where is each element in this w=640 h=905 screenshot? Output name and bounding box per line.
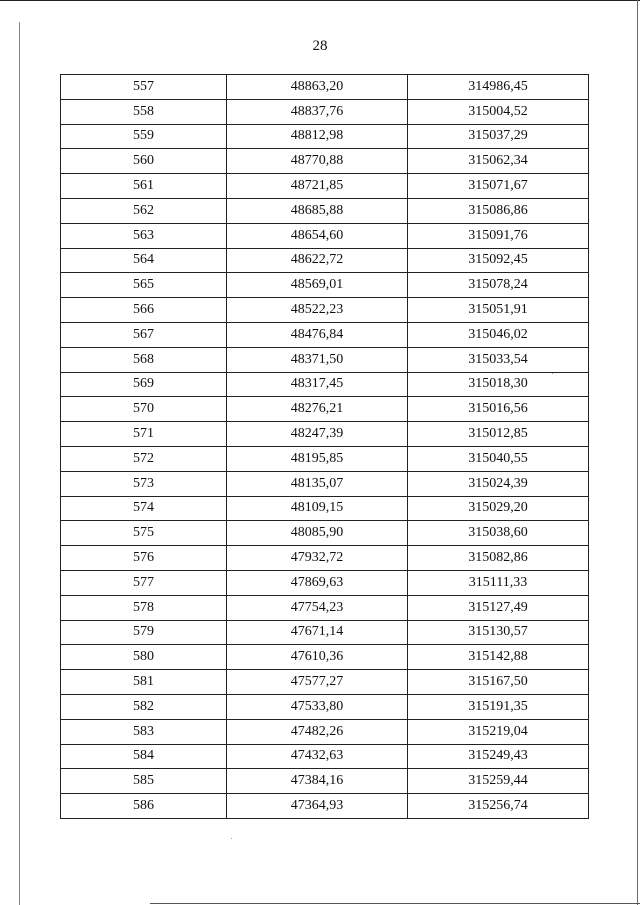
table-row [61,670,589,695]
point-number-cell: 568 [61,347,227,372]
point-number-cell: 583 [61,719,227,744]
x-coordinate-cell: 48109,15 [227,496,408,521]
table-row [61,446,589,471]
point-number-cell: 582 [61,694,227,719]
x-coordinate-cell: 48685,88 [227,198,408,223]
point-number-cell: 557 [61,75,227,100]
x-coordinate-cell: 48654,60 [227,223,408,248]
table-row [61,75,589,100]
table-row [61,149,589,174]
x-coordinate-cell: 48247,39 [227,422,408,447]
table-row [61,794,589,819]
table-row [61,744,589,769]
point-number-cell: 571 [61,422,227,447]
point-number-cell: 558 [61,99,227,124]
table-row [61,645,589,670]
scan-edge-top [0,0,640,1]
x-coordinate-cell: 48195,85 [227,446,408,471]
scan-edge-left [19,22,20,905]
x-coordinate-cell: 48276,21 [227,397,408,422]
x-coordinate-cell: 48721,85 [227,174,408,199]
scan-edge-bottom [150,903,640,904]
point-number-cell: 572 [61,446,227,471]
x-coordinate-cell: 47610,36 [227,645,408,670]
coordinates-table [60,74,589,819]
point-number-cell: 577 [61,570,227,595]
y-coordinate-cell: 315012,85 [408,422,589,447]
y-coordinate-cell: 315051,91 [408,298,589,323]
table-row [61,496,589,521]
table-row [61,620,589,645]
x-coordinate-cell: 48569,01 [227,273,408,298]
table-row [61,174,589,199]
point-number-cell: 581 [61,670,227,695]
x-coordinate-cell: 47577,27 [227,670,408,695]
page-number: 28 [312,38,328,54]
y-coordinate-cell: 315018,30 [408,372,589,397]
table-row [61,298,589,323]
point-number-cell: 576 [61,546,227,571]
x-coordinate-cell: 47482,26 [227,719,408,744]
x-coordinate-cell: 47754,23 [227,595,408,620]
point-number-cell: 584 [61,744,227,769]
table-row [61,322,589,347]
y-coordinate-cell: 315046,02 [408,322,589,347]
y-coordinate-cell: 315086,86 [408,198,589,223]
y-coordinate-cell: 315142,88 [408,645,589,670]
y-coordinate-cell: 315038,60 [408,521,589,546]
point-number-cell: 575 [61,521,227,546]
y-coordinate-cell: 315127,49 [408,595,589,620]
point-number-cell: 586 [61,794,227,819]
table-row [61,397,589,422]
y-coordinate-cell: 315082,86 [408,546,589,571]
y-coordinate-cell: 315219,04 [408,719,589,744]
point-number-cell: 566 [61,298,227,323]
x-coordinate-cell: 48371,50 [227,347,408,372]
table-row [61,769,589,794]
y-coordinate-cell: 315004,52 [408,99,589,124]
y-coordinate-cell: 315071,67 [408,174,589,199]
table-row [61,223,589,248]
point-number-cell: 561 [61,174,227,199]
point-number-cell: 578 [61,595,227,620]
point-number-cell: 563 [61,223,227,248]
scan-speck [552,373,553,374]
y-coordinate-cell: 315167,50 [408,670,589,695]
y-coordinate-cell: 315029,20 [408,496,589,521]
table-row [61,471,589,496]
x-coordinate-cell: 47932,72 [227,546,408,571]
table-row [61,124,589,149]
y-coordinate-cell: 314986,45 [408,75,589,100]
table-row [61,372,589,397]
point-number-cell: 570 [61,397,227,422]
x-coordinate-cell: 48837,76 [227,99,408,124]
x-coordinate-cell: 48863,20 [227,75,408,100]
x-coordinate-cell: 47533,80 [227,694,408,719]
table-row [61,546,589,571]
x-coordinate-cell: 48085,90 [227,521,408,546]
table-row [61,719,589,744]
table-row [61,99,589,124]
y-coordinate-cell: 315130,57 [408,620,589,645]
table-row [61,273,589,298]
table-row [61,248,589,273]
x-coordinate-cell: 48622,72 [227,248,408,273]
coordinates-table-body [61,75,589,819]
y-coordinate-cell: 315249,43 [408,744,589,769]
table-row [61,422,589,447]
table-row [61,198,589,223]
x-coordinate-cell: 48476,84 [227,322,408,347]
point-number-cell: 573 [61,471,227,496]
point-number-cell: 559 [61,124,227,149]
y-coordinate-cell: 315259,44 [408,769,589,794]
table-row [61,595,589,620]
x-coordinate-cell: 48770,88 [227,149,408,174]
x-coordinate-cell: 48317,45 [227,372,408,397]
y-coordinate-cell: 315033,54 [408,347,589,372]
table-row [61,347,589,372]
x-coordinate-cell: 47869,63 [227,570,408,595]
point-number-cell: 567 [61,322,227,347]
y-coordinate-cell: 315040,55 [408,446,589,471]
y-coordinate-cell: 315016,56 [408,397,589,422]
y-coordinate-cell: 315092,45 [408,248,589,273]
point-number-cell: 579 [61,620,227,645]
table-row [61,570,589,595]
table-row [61,521,589,546]
x-coordinate-cell: 47384,16 [227,769,408,794]
point-number-cell: 562 [61,198,227,223]
point-number-cell: 585 [61,769,227,794]
point-number-cell: 565 [61,273,227,298]
y-coordinate-cell: 315256,74 [408,794,589,819]
y-coordinate-cell: 315111,33 [408,570,589,595]
y-coordinate-cell: 315024,39 [408,471,589,496]
x-coordinate-cell: 47671,14 [227,620,408,645]
x-coordinate-cell: 48135,07 [227,471,408,496]
x-coordinate-cell: 48812,98 [227,124,408,149]
x-coordinate-cell: 47432,63 [227,744,408,769]
point-number-cell: 564 [61,248,227,273]
x-coordinate-cell: 48522,23 [227,298,408,323]
y-coordinate-cell: 315037,29 [408,124,589,149]
point-number-cell: 574 [61,496,227,521]
y-coordinate-cell: 315191,35 [408,694,589,719]
y-coordinate-cell: 315091,76 [408,223,589,248]
point-number-cell: 560 [61,149,227,174]
table-row [61,694,589,719]
x-coordinate-cell: 47364,93 [227,794,408,819]
y-coordinate-cell: 315062,34 [408,149,589,174]
scan-speck [231,838,232,839]
y-coordinate-cell: 315078,24 [408,273,589,298]
scan-edge-right [637,0,638,905]
point-number-cell: 569 [61,372,227,397]
point-number-cell: 580 [61,645,227,670]
